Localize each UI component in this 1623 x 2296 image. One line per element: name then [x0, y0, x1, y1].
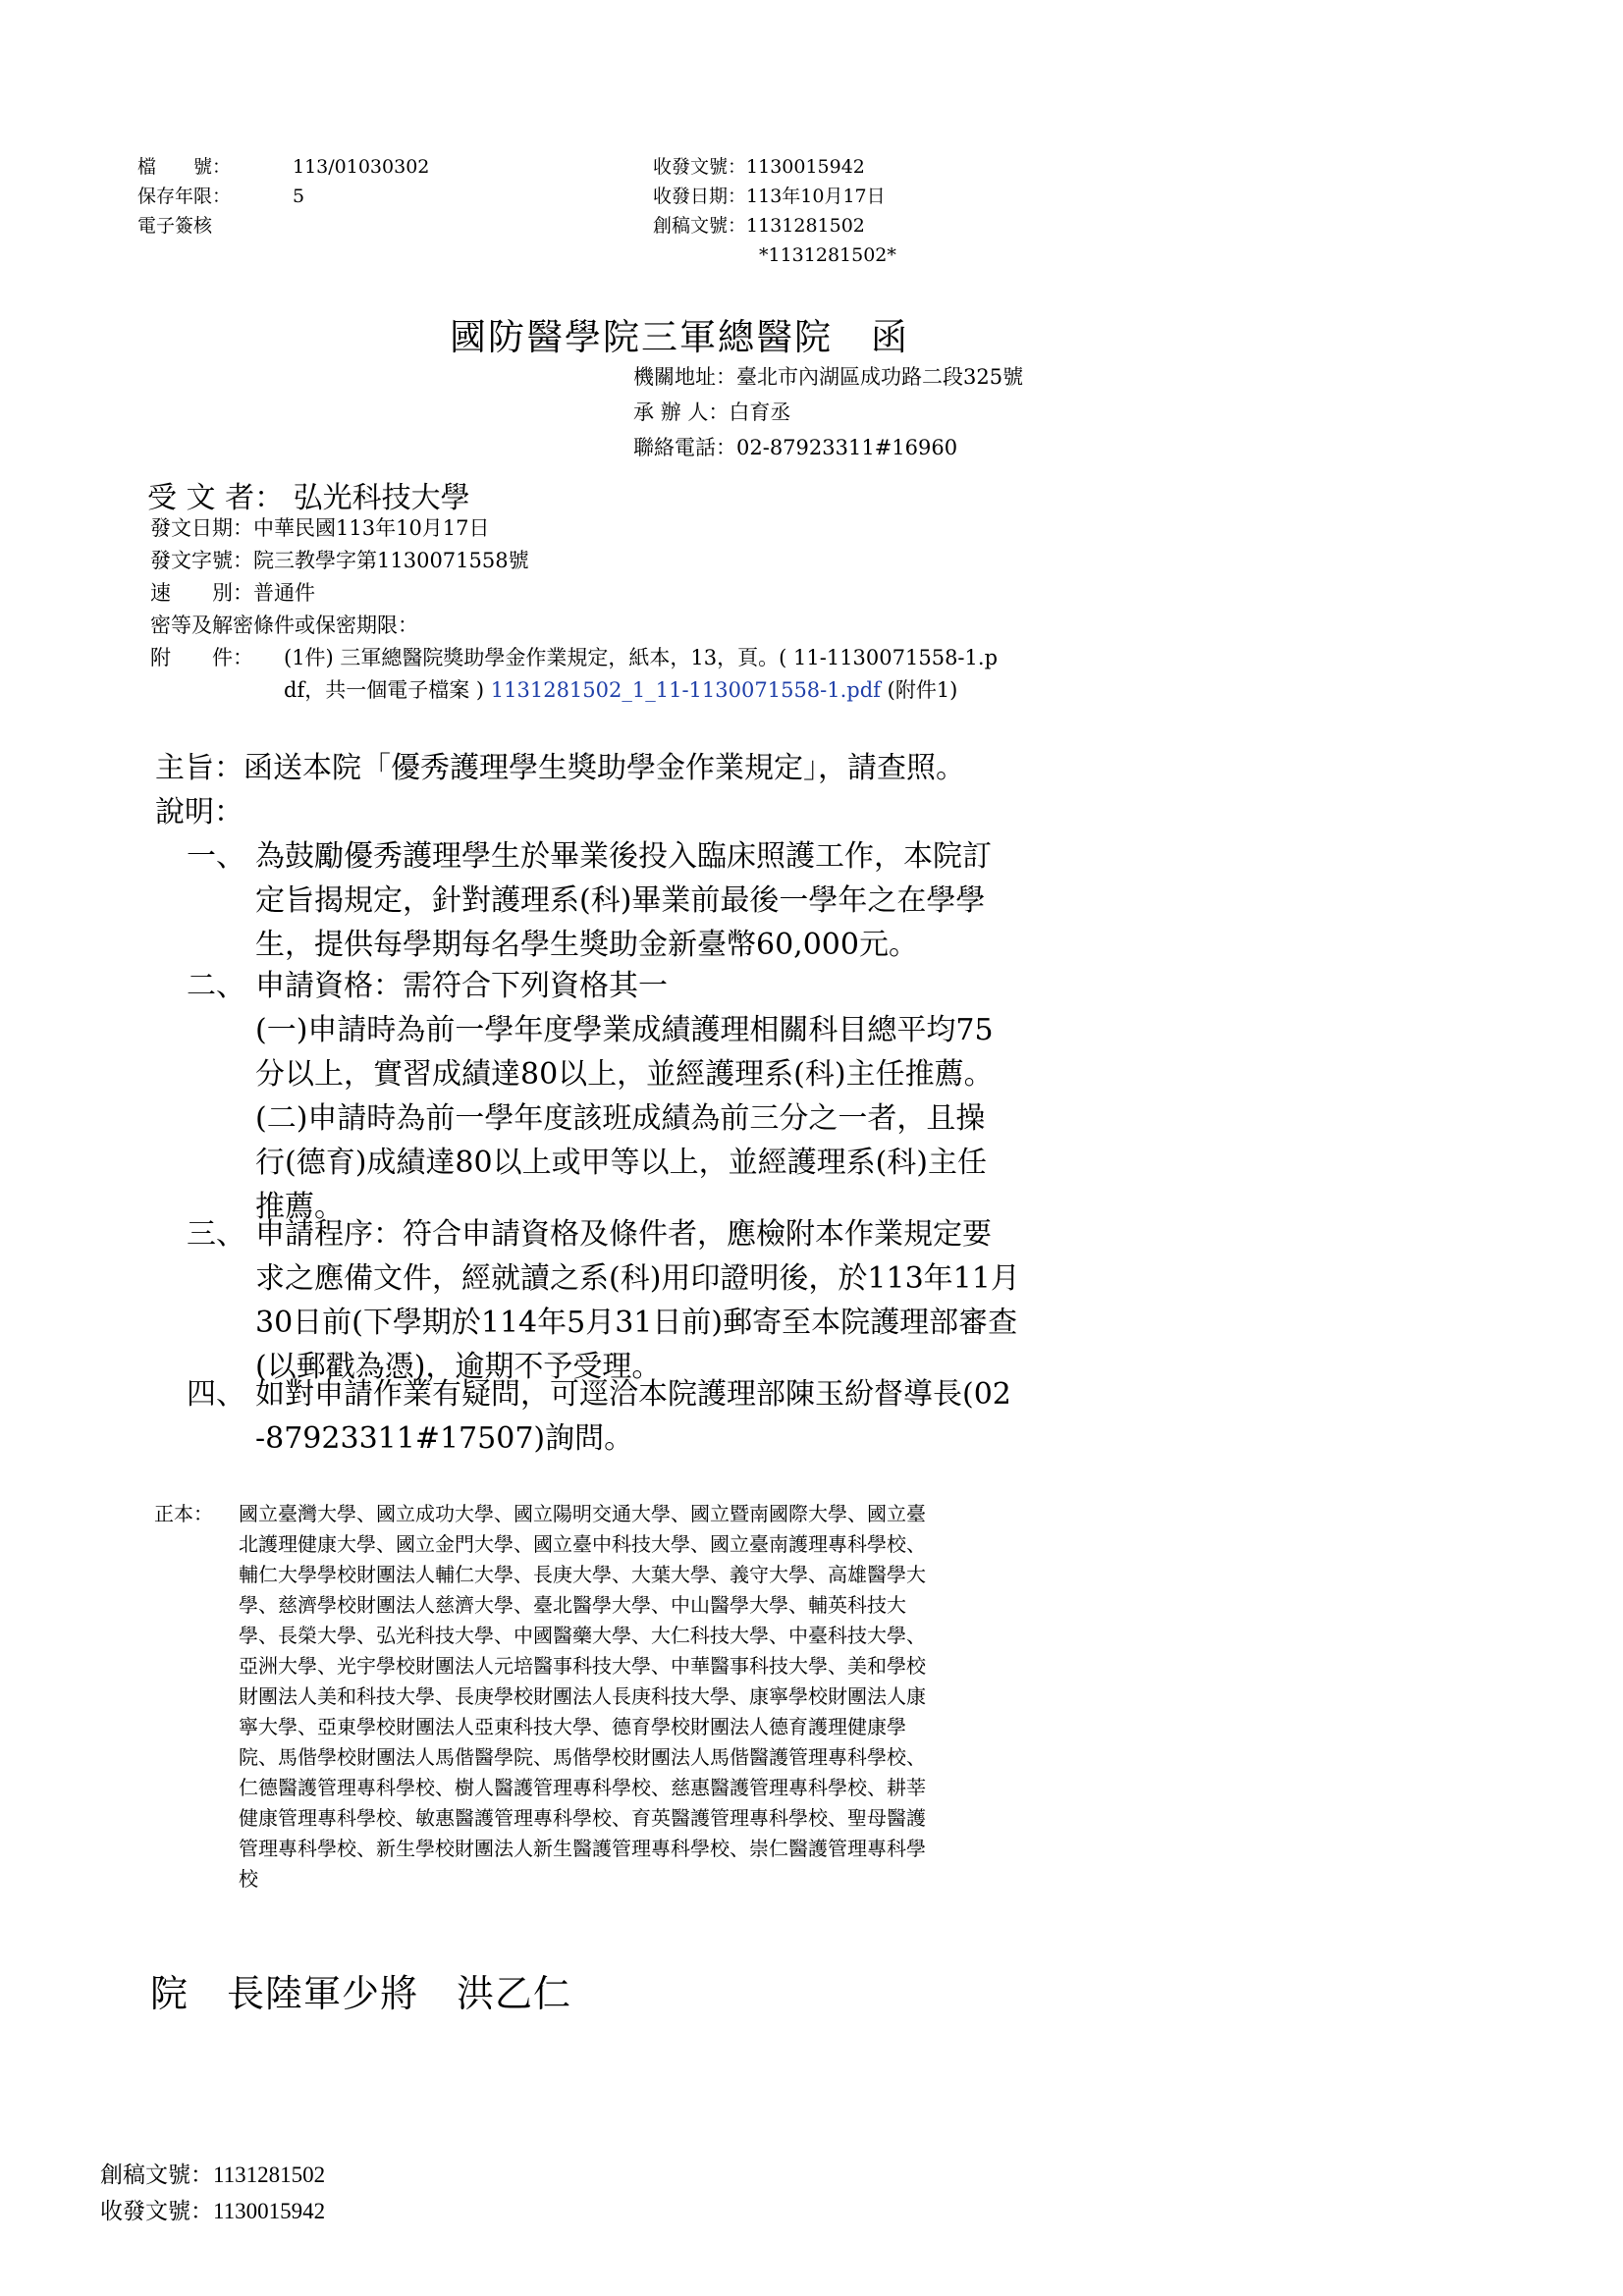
- item-line: 生，提供每學期每名學生獎助金新臺幣60,000元。: [255, 928, 918, 962]
- archive-no-label: 檔 號：: [137, 156, 232, 178]
- recipient: 弘光科技大學: [293, 481, 470, 515]
- item-line: 推薦。: [255, 1190, 344, 1224]
- retention-label: 保存年限：: [137, 186, 232, 207]
- cc-line: 寧大學、亞東學校財團法人亞東科技大學、德育學校財團法人德育護理健康學: [239, 1715, 906, 1738]
- page-title: 國防醫學院三軍總醫院 函: [450, 316, 909, 358]
- item-line: 如對申請作業有疑問，可逕洽本院護理部陳玉紛督導長(02: [255, 1377, 1011, 1412]
- item-line: 30日前(下學期於114年5月31日前)郵寄至本院護理部審查: [255, 1306, 1018, 1340]
- handler: 白育丞: [729, 400, 791, 424]
- secret-label: 密等及解密條件或保密期限：: [150, 614, 418, 637]
- item-line: 定旨揭規定，針對護理系(科)畢業前最後一學年之在學學: [255, 883, 986, 918]
- phone-label: 聯絡電話：: [633, 436, 736, 459]
- footer-recv-label: 收發文號：: [100, 2199, 213, 2223]
- item-4: [187, 1372, 1168, 1461]
- item-3: [187, 1212, 1168, 1389]
- retention: 5: [293, 186, 305, 207]
- attach-label: 附 件：: [150, 646, 253, 669]
- footer-draft-no: 1131281502: [213, 2163, 326, 2187]
- cc-line: 北護理健康大學、國立金門大學、國立臺中科技大學、國立臺南護理專科學校、: [239, 1532, 926, 1556]
- cc-line: 亞洲大學、光宇學校財團法人元培醫事科技大學、中華醫事科技大學、美和學校: [239, 1654, 926, 1678]
- attach-line2b: (附件1): [880, 678, 958, 702]
- archive-no: 113/01030302: [293, 156, 430, 178]
- attachment-link[interactable]: 1131281502_1_11-1130071558-1.pdf: [490, 678, 881, 702]
- draft-no-label: 創稿文號：: [653, 215, 747, 237]
- cc-line: 校: [239, 1867, 258, 1891]
- footer-recv-no: 1130015942: [213, 2199, 326, 2223]
- cc-line: 仁德醫護管理專科學校、樹人醫護管理專科學校、慈惠醫護管理專科學校、耕莘: [239, 1776, 926, 1799]
- e-sign-label: 電子簽核: [137, 215, 213, 237]
- recv-no: 1130015942: [746, 156, 865, 178]
- item-line: -87923311#17507)詢問。: [255, 1421, 634, 1456]
- cc-line: 財團法人美和科技大學、長庚學校財團法人長庚科技大學、康寧學校財團法人康: [239, 1684, 926, 1708]
- contact-block: [633, 359, 1023, 465]
- recipient-line: [147, 473, 470, 516]
- recipient-label: 受 文 者：: [147, 481, 285, 515]
- item-line: (二)申請時為前一學年度該班成績為前三分之一者，且操: [255, 1101, 986, 1136]
- recv-date: 113年10月17日: [746, 186, 886, 207]
- cc-line: 輔仁大學學校財團法人輔仁大學、長庚大學、大葉大學、義守大學、高雄醫學大: [239, 1563, 926, 1586]
- explanation-label: 說明：: [155, 795, 243, 829]
- meta-block: [150, 512, 998, 707]
- item-number: 二、: [187, 969, 245, 1003]
- header-right: [653, 152, 896, 270]
- barcode-text: *1131281502*: [759, 244, 896, 266]
- item-2: [187, 964, 1168, 1229]
- cc-line: 管理專科學校、新生學校財團法人新生醫護管理專科學校、崇仁醫護管理專科學: [239, 1837, 926, 1860]
- cc-line: 國立臺灣大學、國立成功大學、國立陽明交通大學、國立暨南國際大學、國立臺: [239, 1502, 926, 1525]
- speed-label: 速 別：: [150, 581, 253, 605]
- item-line: (以郵戳為憑)，逾期不予受理。: [255, 1350, 662, 1384]
- recv-date-label: 收發日期：: [653, 186, 747, 207]
- date-label: 發文日期：: [150, 516, 253, 540]
- send-date: 中華民國113年10月17日: [253, 516, 490, 540]
- recv-no-label: 收發文號：: [653, 156, 747, 178]
- cc-line: 健康管理專科學校、敏惠醫護管理專科學校、育英醫護管理專科學校、聖母醫護: [239, 1806, 926, 1830]
- cc-line: 學、長榮大學、弘光科技大學、中國醫藥大學、大仁科技大學、中臺科技大學、: [239, 1624, 926, 1647]
- cc-list: [239, 1499, 926, 1895]
- address: 臺北市內湖區成功路二段325號: [736, 365, 1024, 389]
- handler-label: 承 辦 人：: [633, 400, 730, 424]
- item-1: [187, 834, 1168, 967]
- doc-no-label: 發文字號：: [150, 549, 253, 572]
- attach-line2a: df，共一個電子檔案 ): [284, 678, 491, 702]
- phone: 02-87923311#16960: [736, 436, 958, 459]
- subject: 主旨：函送本院「優秀護理學生獎助學金作業規定」，請查照。: [155, 751, 965, 785]
- cc-label: 正本：: [154, 1502, 213, 1525]
- item-line: 行(德育)成績達80以上或甲等以上，並經護理系(科)主任: [255, 1146, 987, 1180]
- item-number: 一、: [187, 839, 245, 874]
- item-line: 申請資格：需符合下列資格其一: [255, 969, 668, 1003]
- item-line: 求之應備文件，經就讀之系(科)用印證明後，於113年11月: [255, 1261, 1020, 1296]
- item-number: 三、: [187, 1217, 245, 1252]
- item-line: 為鼓勵優秀護理學生於畢業後投入臨床照護工作，本院訂: [255, 839, 992, 874]
- draft-no: 1131281502: [746, 215, 865, 237]
- attach-line1: (1件) 三軍總醫院獎助學金作業規定，紙本，13，頁。( 11-1130071558-1.p: [284, 646, 999, 669]
- item-line: 分以上，實習成績達80以上，並經護理系(科)主任推薦。: [255, 1057, 994, 1092]
- item-line: (一)申請時為前一學年度學業成績護理相關科目總平均75: [255, 1013, 994, 1047]
- header-left: [137, 152, 429, 240]
- cc-line: 學、慈濟學校財團法人慈濟大學、臺北醫學大學、中山醫學大學、輔英科技大: [239, 1593, 906, 1617]
- item-line: 申請程序：符合申請資格及條件者，應檢附本作業規定要: [255, 1217, 992, 1252]
- speed: 普通件: [253, 581, 315, 605]
- footer: [100, 2157, 325, 2229]
- cc-line: 院、馬偕學校財團法人馬偕醫學院、馬偕學校財團法人馬偕醫護管理專科學校、: [239, 1745, 926, 1769]
- signature: 院 長陸軍少將 洪乙仁: [150, 1972, 572, 2015]
- doc-no: 院三教學字第1130071558號: [253, 549, 529, 572]
- address-label: 機關地址：: [633, 365, 736, 389]
- item-number: 四、: [187, 1377, 245, 1412]
- footer-draft-label: 創稿文號：: [100, 2163, 213, 2187]
